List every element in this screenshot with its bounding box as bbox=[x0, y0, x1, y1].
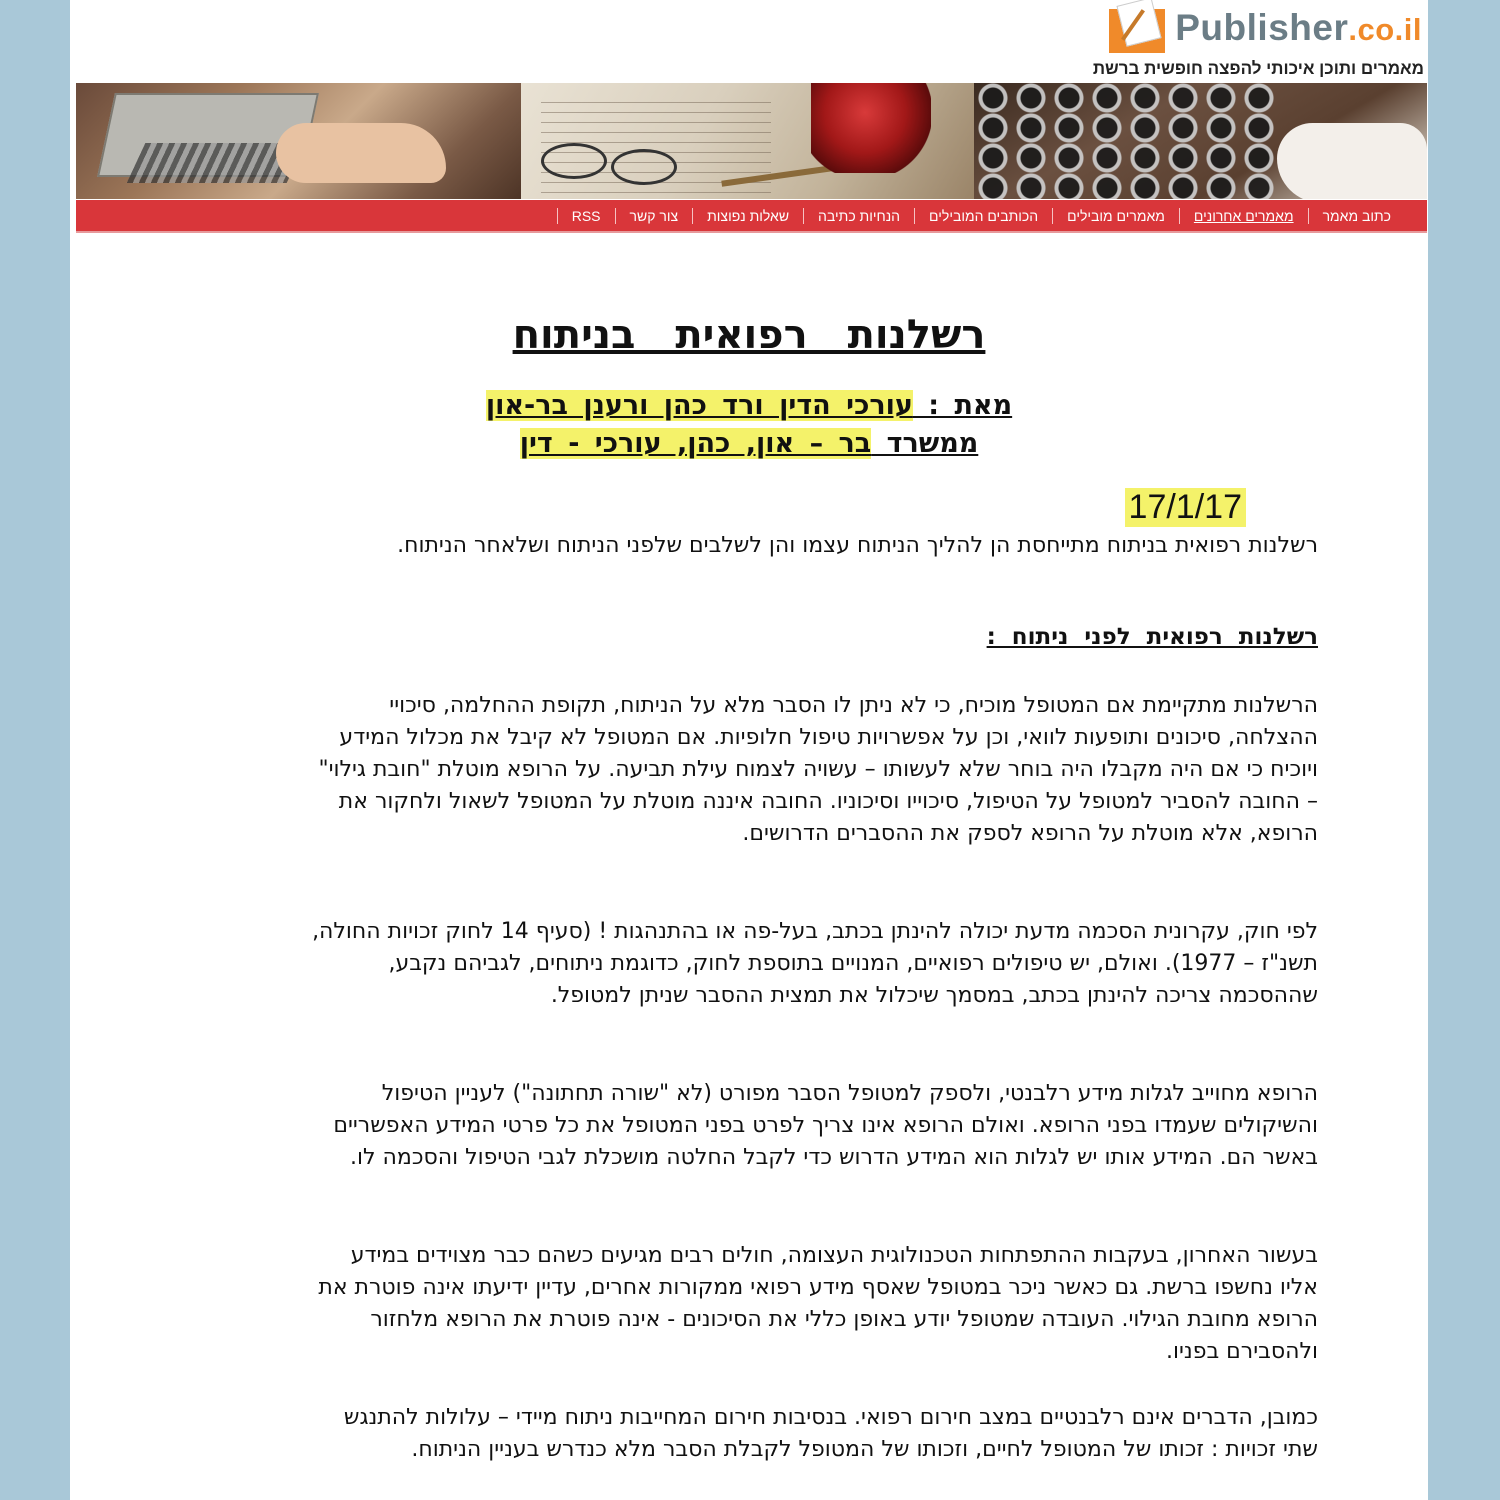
article-title: רשלנות רפואית בניתוח bbox=[512, 312, 986, 358]
section-heading: רשלנות רפואית לפני ניתוח : bbox=[986, 624, 1318, 650]
logo-name: Publisher bbox=[1175, 7, 1349, 48]
nav-item-contact[interactable]: צור קשר bbox=[629, 207, 679, 224]
article-paragraph: לפי חוק, עקרונית הסכמה מדעת יכולה להינתן בכתב, בעל-פה או בהתנהגות ! (סעיף 14 לחוק זכויות החולה, תשנ"ז – 1977). ואולם, יש טיפולים רפואיים, המנויים בתוספת לחוק, כדוגמת ניתוחים, לגביהם נקבע, שההסכמה צריכה להינתן בכתב, במסמך שיכלול את תמצית ההסבר שניתן למטופל. bbox=[312, 919, 1318, 1008]
article-author-line bbox=[70, 390, 1428, 421]
nav-item-write-article[interactable]: כתוב מאמר bbox=[1322, 207, 1391, 224]
article-paragraph: בעשור האחרון, בעקבות ההתפתחות הטכנולוגית העצומה, חולים רבים מגיעים כשהם כבר מצוידים במידע אליו נחשפו ברשת. גם כאשר ניכר במטופל שאסף מידע רפואי ממקורות אחרים, עדיין ידיעתו אינה פוטרת את הרופא מחובת הגילוי. העובדה שמטופל יודע באופן כללי את הסיכונים - אינה פוטרת את הרופא מלחזור ולהסבירם בפניו. bbox=[318, 1243, 1318, 1364]
logo-tld: .co.il bbox=[1348, 12, 1422, 47]
author-names: עורכי הדין ורד כהן ורענן בר-און bbox=[485, 390, 913, 421]
article-paragraph: הרופא מחוייב לגלות מידע רלבנטי, ולספק למטופל הסבר מפורט (לא "שורה תחתונה") לעניין הטיפול והשיקולים שעמדו בפני הרופא. ואולם הרופא אינו צריך לפרט בפני המטופל את כל פרטי המידע האפשריים באשר הם. המידע אותו יש לגלות הוא המידע הדרוש כדי לקבל החלטה מושכלת לגבי הטיפול והסכמה לו. bbox=[333, 1081, 1318, 1170]
article-paragraph: כמובן, הדברים אינם רלבנטיים במצב חירום רפואי. בנסיבות חירום המחייבות ניתוח מיידי – עלולות להתנגש שתי זכויות : זכותו של המטופל לחיים, וזכותו של המטופל לקבלת הסבר מלא כנדרש בעניין הניתוח. bbox=[343, 1405, 1318, 1462]
firm-prefix: ממשרד bbox=[871, 428, 979, 459]
article-paragraph: הרשלנות מתקיימת אם המטופל מוכיח, כי לא ניתן לו הסבר מלא על הניתוח, תקופת ההחלמה, סיכויי ההצלחה, סיכונים ותופעות לוואי, וכן על אפשרויות טיפול חלופיות. אם המטופל לא קיבל את מכלול המידע ויוכיח כי אם היה מקבלו היה בוחר שלא לעשותו – עשויה לצמוח עילת תביעה. על הרופא מוטלת "חובת גילוי" – החובה להסביר למטופל על הטיפול, סיכוייו וסיכוניו. החובה איננה מוטלת על המטופל לשאול ולחקור את הרופא, אלא מוטלת על הרופא לספק את ההסברים הדרושים. bbox=[318, 693, 1318, 846]
page bbox=[70, 0, 1428, 1500]
nav-item-top-articles[interactable]: מאמרים מובילים bbox=[1067, 207, 1165, 224]
article bbox=[70, 0, 1428, 1500]
nav-item-rss[interactable]: RSS bbox=[571, 207, 601, 224]
nav-item-latest-articles[interactable]: מאמרים אחרונים bbox=[1193, 207, 1294, 224]
site-tagline: מאמרים ותוכן איכותי להפצה חופשית ברשת bbox=[1092, 59, 1424, 78]
author-prefix: מאת : bbox=[912, 390, 1013, 421]
article-intro: רשלנות רפואית בניתוח מתייחסת הן להליך הניתוח עצמו והן לשלבים שלפני הניתוח ושלאחר הניתוח. bbox=[397, 533, 1318, 558]
nav-item-faq[interactable]: שאלות נפוצות bbox=[707, 207, 790, 224]
article-firm-line bbox=[70, 428, 1428, 459]
nav-item-top-writers[interactable]: הכותבים המובילים bbox=[929, 207, 1039, 224]
article-date: 17/1/17 bbox=[1125, 488, 1246, 527]
nav-item-writing-guidelines[interactable]: הנחיות כתיבה bbox=[818, 207, 901, 224]
firm-name: בר – און, כהן, עורכי - דין bbox=[519, 428, 872, 459]
